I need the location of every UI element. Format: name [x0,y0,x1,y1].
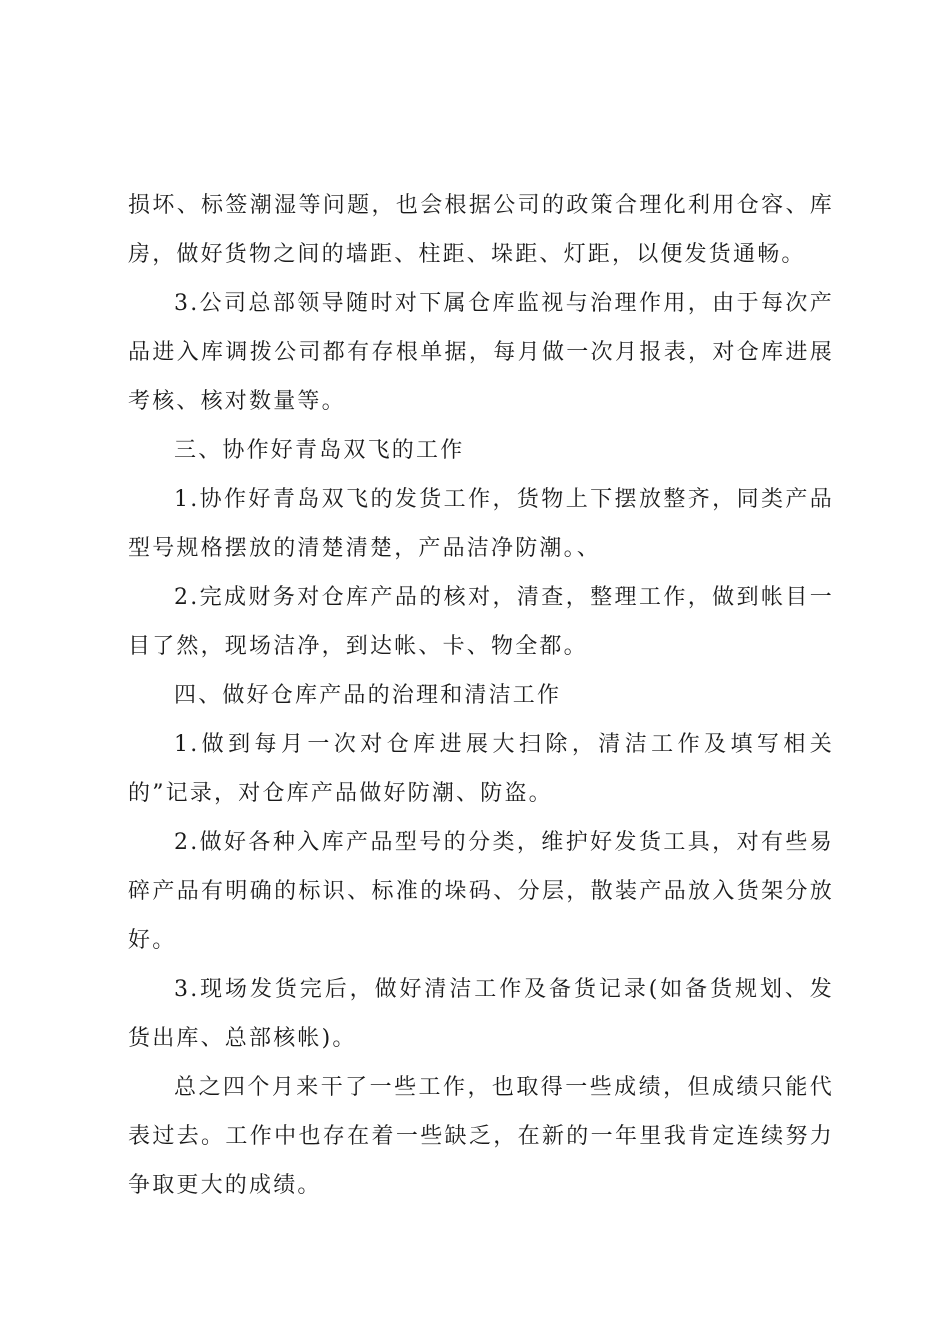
paragraph-continuation: 损坏、标签潮湿等问题，也会根据公司的政策合理化利用仓容、库房，做好货物之间的墙距、柱距、垛距、灯距，以便发货通畅。 [128,193,834,267]
paragraph-item-1-cleaning: 1.做到每月一次对仓库进展大扫除，清洁工作及填写相关的”记录，对仓库产品做好防潮、防盗。 [128,732,834,806]
section-heading-4: 四、做好仓库产品的治理和清洁工作 [174,683,562,708]
document-body [128,181,834,1210]
paragraph-item-2-classification: 2.做好各种入库产品型号的分类，维护好发货工具，对有些易碎产品有明确的标识、标准的垛码、分层，散装产品放入货架分放好。 [128,830,834,953]
section-heading-3: 三、协作好青岛双飞的工作 [174,438,465,463]
paragraph-conclusion: 总之四个月来干了一些工作，也取得一些成绩，但成绩只能代表过去。工作中也存在着一些缺乏，在新的一年里我肯定连续努力争取更大的成绩。 [128,1075,834,1198]
paragraph-item-2-finance: 2.完成财务对仓库产品的核对，清查，整理工作，做到帐目一目了然，现场洁净，到达帐、卡、物全都。 [128,585,834,659]
paragraph-item-1-shipping: 1.协作好青岛双飞的发货工作，货物上下摆放整齐，同类产品型号规格摆放的清楚清楚，产品洁净防潮。、 [128,487,834,561]
paragraph-item-3-headquarters: 3.公司总部领导随时对下属仓库监视与治理作用，由于每次产品进入库调拨公司都有存根单据，每月做一次月报表，对仓库进展考核、核对数量等。 [128,291,834,414]
paragraph-item-3-onsite: 3.现场发货完后，做好清洁工作及备货记录(如备货规划、发货出库、总部核帐)。 [128,977,834,1051]
